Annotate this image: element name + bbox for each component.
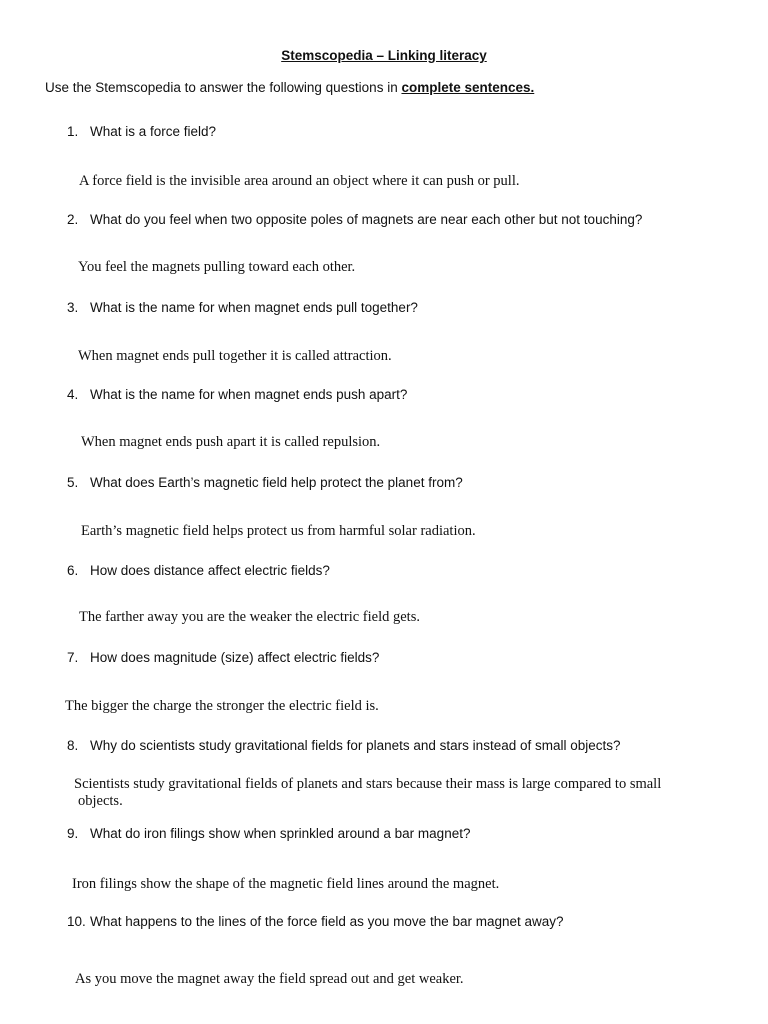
question-4 [67, 387, 407, 402]
question-7 [67, 650, 379, 665]
question-text: What happens to the lines of the force field as you move the bar magnet away? [90, 914, 564, 929]
question-text: Why do scientists study gravitational fields for planets and stars instead of small objects? [90, 738, 621, 753]
answer-2: You feel the magnets pulling toward each other. [78, 259, 356, 275]
question-number: 9. [67, 826, 79, 841]
question-number: 2. [67, 212, 79, 227]
question-10 [67, 914, 564, 929]
question-2 [67, 212, 642, 227]
question-text: What do you feel when two opposite poles of magnets are near each other but not touching? [90, 212, 643, 227]
question-text: What is a force field? [90, 124, 217, 139]
answer-3: When magnet ends pull together it is called attraction. [78, 348, 392, 364]
question-number: 6. [67, 563, 79, 578]
question-text: What does Earth’s magnetic field help protect the planet from? [90, 475, 463, 490]
question-number: 3. [67, 300, 79, 315]
question-8 [67, 738, 621, 753]
question-text: How does magnitude (size) affect electric fields? [90, 650, 380, 665]
question-number: 10. [67, 914, 86, 929]
question-3 [67, 300, 418, 315]
document-title: Stemscopedia – Linking literacy [281, 48, 487, 63]
instructions [45, 80, 534, 95]
question-6 [67, 563, 330, 578]
answer-6: The farther away you are the weaker the electric field gets. [79, 609, 420, 625]
question-text: What is the name for when magnet ends pull together? [90, 300, 418, 315]
question-number: 1. [67, 124, 79, 139]
instructions-emphasis: complete sentences. [401, 80, 535, 95]
answer-5: Earth’s magnetic field helps protect us from harmful solar radiation. [81, 523, 476, 539]
instructions-text: Use the Stemscopedia to answer the following questions in [45, 80, 402, 95]
answer-8: Scientists study gravitational fields of planets and stars because their mass is large compared to small objects. [74, 776, 662, 809]
question-1 [67, 124, 216, 139]
answer-10: As you move the magnet away the field spread out and get weaker. [75, 971, 464, 987]
question-text: How does distance affect electric fields? [90, 563, 330, 578]
answer-7: The bigger the charge the stronger the electric field is. [65, 698, 379, 714]
question-number: 4. [67, 387, 79, 402]
question-text: What is the name for when magnet ends push apart? [90, 387, 408, 402]
question-5 [67, 475, 463, 490]
question-number: 7. [67, 650, 79, 665]
answer-1: A force field is the invisible area around an object where it can push or pull. [79, 173, 520, 189]
answer-9: Iron filings show the shape of the magnetic field lines around the magnet. [72, 876, 500, 892]
question-number: 8. [67, 738, 79, 753]
question-number: 5. [67, 475, 79, 490]
answer-4: When magnet ends push apart it is called repulsion. [81, 434, 381, 450]
question-9 [67, 826, 470, 841]
question-text: What do iron filings show when sprinkled around a bar magnet? [90, 826, 471, 841]
